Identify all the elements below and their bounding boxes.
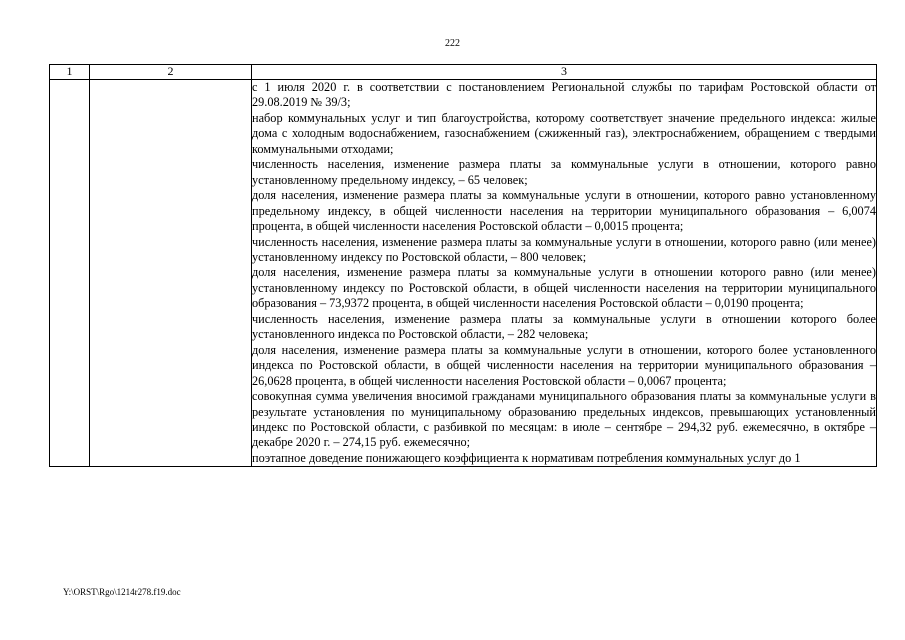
paragraph-utility-set: набор коммунальных услуг и тип благоустройства, которому соответствует значение предельного индекса: жилые дома с холодным водоснабжением, газоснабжением (сжиженный газ), электроснабжением, обращением с твердыми коммунальными отходами;	[252, 110, 876, 156]
paragraph-coefficient: поэтапное доведение понижающего коэффициента к нормативам потребления коммунальных услуг до 1	[252, 450, 801, 465]
table-row	[50, 80, 877, 467]
paragraph-share-above-index: доля населения, изменение размера платы за коммунальные услуги в отношении, которого более установленного индекса по Ростовской области, в общей численности населения на территории муниципального образования – 26,0628 процента, в общей численности населения Ростовской области – 0,0067 процента;	[252, 342, 876, 388]
paragraph-share-equal-limit: доля населения, изменение размера платы за коммунальные услуги в отношении, которого равно установленному предельному индексу, в общей численности населения на территории муниципального образования – 6,0074 процента, в общей численности населения Ростовской области – 0,0015 процента;	[252, 188, 876, 234]
cell-col-2	[90, 80, 252, 467]
table-header-row	[50, 65, 877, 80]
column-header-2: 2	[90, 65, 252, 80]
paragraph-share-below-index: доля населения, изменение размера платы за коммунальные услуги в отношении которого равно (или менее) установленному индексу по Ростовской области, в общей численности населения на территории муниципального образования – 73,9372 процента, в общей численности населения Ростовской области – 0,0190 процента;	[252, 265, 876, 311]
column-header-1: 1	[50, 65, 90, 80]
paragraph-tariff-decree: с 1 июля 2020 г. в соответствии с постановлением Региональной службы по тарифам Ростовской области от 29.08.2019 № 39/3;	[252, 80, 876, 110]
paragraph-population-equal-limit: численность населения, изменение размера платы за коммунальные услуги в отношении, которого равно установленному предельному индексу, – 65 человек;	[252, 157, 876, 187]
paragraph-population-above-index: численность населения, изменение размера платы за коммунальные услуги в отношении которого более установленного индекса по Ростовской области, – 282 человека;	[252, 311, 876, 342]
paragraph-population-below-index: численность населения, изменение размера платы за коммунальные услуги в отношении, которого равно (или менее) установленному индексу по Ростовской области, – 800 человек;	[252, 234, 876, 264]
page-number: 222	[445, 38, 460, 49]
paragraph-total-increase: совокупная сумма увеличения вносимой гражданами муниципального образования платы за коммунальные услуги в результате установления по муниципальному образованию предельных индексов, превышающих установленный индекс по Ростовской области, с разбивкой по месяцам: в июле – сентябре – 294,32 руб. ежемесячно, в октябре – декабре 2020 г. – 274,15 руб. ежемесячно;	[252, 389, 876, 450]
footer-file-path: Y:\ORST\Rgo\1214r278.f19.doc	[63, 587, 181, 597]
document-table	[49, 64, 877, 467]
column-header-3: 3	[252, 65, 877, 80]
cell-col-1	[50, 80, 90, 467]
cell-col-3	[252, 80, 877, 467]
